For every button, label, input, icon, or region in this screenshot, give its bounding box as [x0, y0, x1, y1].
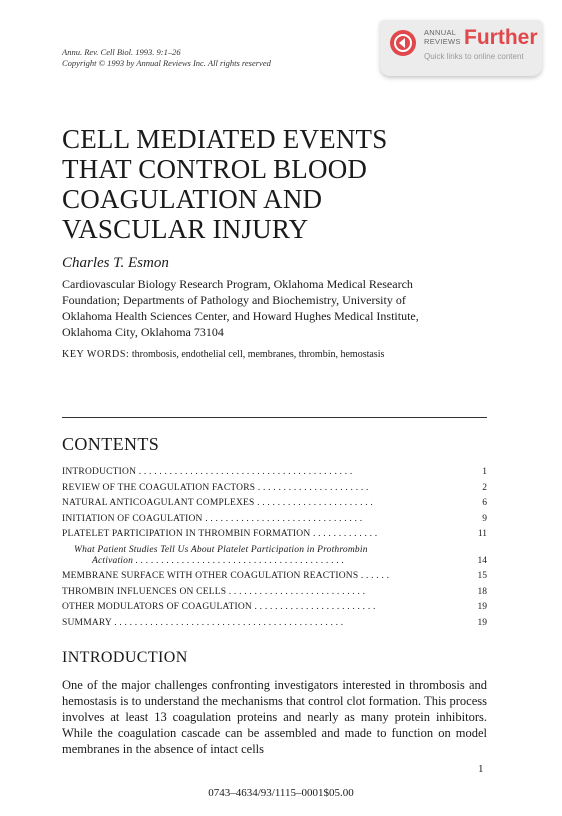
table-of-contents: [62, 467, 487, 633]
footer-code: 0743–4634/93/1115–0001$05.00: [208, 787, 354, 799]
author-affiliation: [62, 276, 502, 340]
title-line: THAT CONTROL BLOOD: [62, 154, 368, 184]
toc-entry[interactable]: [62, 618, 487, 634]
toc-entry-label: INTRODUCTION . . . . . . . . . . . . . . . . . . . . . . . . . . . . . . . . . . . . . . . . . .: [62, 467, 353, 477]
title-line: COAGULATION AND: [62, 184, 323, 214]
toc-entry-label: SUMMARY . . . . . . . . . . . . . . . . . . . . . . . . . . . . . . . . . . . . . . . . . . . . .: [62, 617, 344, 628]
toc-entry[interactable]: [62, 571, 487, 587]
toc-subentry[interactable]: [62, 545, 487, 556]
toc-subentry-label: Activation . . . . . . . . . . . . . . . . . . . . . . . . . . . . . . . . . . . . . . . . .: [92, 555, 345, 566]
toc-entry-page: 14: [477, 555, 487, 566]
toc-entry-label: INITIATION OF COAGULATION . . . . . . . . . . . . . . . . . . . . . . . . . . . . . . .: [62, 513, 363, 524]
key-words-list: thrombosis, endothelial cell, membranes, thrombin, hemostasis: [131, 349, 385, 360]
toc-entry-label: OTHER MODULATORS OF COAGULATION . . . . . . . . . . . . . . . . . . . . . . . .: [62, 602, 376, 612]
toc-entry[interactable]: [62, 467, 487, 483]
article-title: [62, 124, 387, 244]
toc-entry[interactable]: [62, 514, 487, 530]
toc-entry[interactable]: [62, 602, 487, 618]
toc-entry-page: 6: [482, 498, 487, 508]
key-words: [62, 349, 384, 360]
toc-entry-label: THROMBIN INFLUENCES ON CELLS . . . . . . . . . . . . . . . . . . . . . . . . . . .: [62, 586, 366, 597]
toc-entry-page: 9: [482, 513, 487, 524]
annual-word: ANNUAL: [424, 28, 457, 37]
play-back-icon: [390, 30, 416, 56]
introduction-paragraph: One of the major challenges confronting investigators interested in thrombosis and hemostasis is to understand the mechanisms that control clot formation. This process involves at least 13 coagulation proteins and nearly as many protein inhibitors. While the coagulation cascade can be assembled and made to function on model membranes in the absence of intact cells: [62, 678, 487, 756]
affiliation-line: Cardiovascular Biology Research Program, Oklahoma Medical Research: [62, 277, 413, 291]
toc-entry[interactable]: [62, 498, 487, 514]
toc-entry[interactable]: [62, 483, 487, 499]
toc-subentry-continued[interactable]: [62, 556, 487, 572]
annual-reviews-further-banner[interactable]: [380, 20, 542, 76]
annual-reviews-label: [424, 29, 461, 46]
toc-entry[interactable]: [62, 587, 487, 603]
further-label: Further: [464, 26, 538, 49]
affiliation-line: Foundation; Departments of Pathology and Biochemistry, University of: [62, 293, 406, 307]
quick-links-text: Quick links to online content: [424, 52, 524, 61]
journal-citation: Annu. Rev. Cell Biol. 1993. 9:1–26: [62, 47, 181, 57]
toc-entry-page: 1: [482, 467, 487, 477]
author-name: Charles T. Esmon: [62, 255, 169, 271]
title-line: CELL MEDIATED EVENTS: [62, 124, 388, 154]
toc-entry-page: 18: [477, 586, 487, 597]
contents-heading: CONTENTS: [62, 434, 160, 454]
toc-entry[interactable]: [62, 529, 487, 545]
key-words-label: KEY WORDS:: [62, 349, 130, 360]
toc-entry-label: REVIEW OF THE COAGULATION FACTORS . . . . . . . . . . . . . . . . . . . . . .: [62, 482, 369, 493]
toc-entry-label: MEMBRANE SURFACE WITH OTHER COAGULATION REACTIONS . . . . . .: [62, 571, 390, 581]
toc-entry-page: 2: [482, 482, 487, 493]
toc-entry-page: 11: [477, 529, 487, 539]
toc-entry-page: 19: [477, 602, 487, 612]
introduction-heading: INTRODUCTION: [62, 649, 188, 666]
affiliation-line: Oklahoma Health Sciences Center, and Howard Hughes Medical Institute,: [62, 309, 419, 323]
title-line: VASCULAR INJURY: [62, 214, 309, 244]
page-number: 1: [478, 763, 484, 775]
toc-entry-label: PLATELET PARTICIPATION IN THROMBIN FORMATION . . . . . . . . . . . . .: [62, 529, 378, 539]
reviews-word: REVIEWS: [424, 36, 461, 46]
toc-entry-label: NATURAL ANTICOAGULANT COMPLEXES . . . . . . . . . . . . . . . . . . . . . . .: [62, 498, 373, 508]
toc-entry-page: 19: [477, 617, 487, 628]
affiliation-line: Oklahoma City, Oklahoma 73104: [62, 325, 224, 339]
toc-entry-page: 15: [477, 571, 487, 581]
divider: [62, 417, 487, 418]
journal-citation-block: [62, 47, 271, 68]
copyright-notice: Copyright © 1993 by Annual Reviews Inc. All rights reserved: [62, 57, 271, 68]
toc-subentry-label: What Patient Studies Tell Us About Platelet Participation in Prothrombin: [74, 544, 368, 555]
